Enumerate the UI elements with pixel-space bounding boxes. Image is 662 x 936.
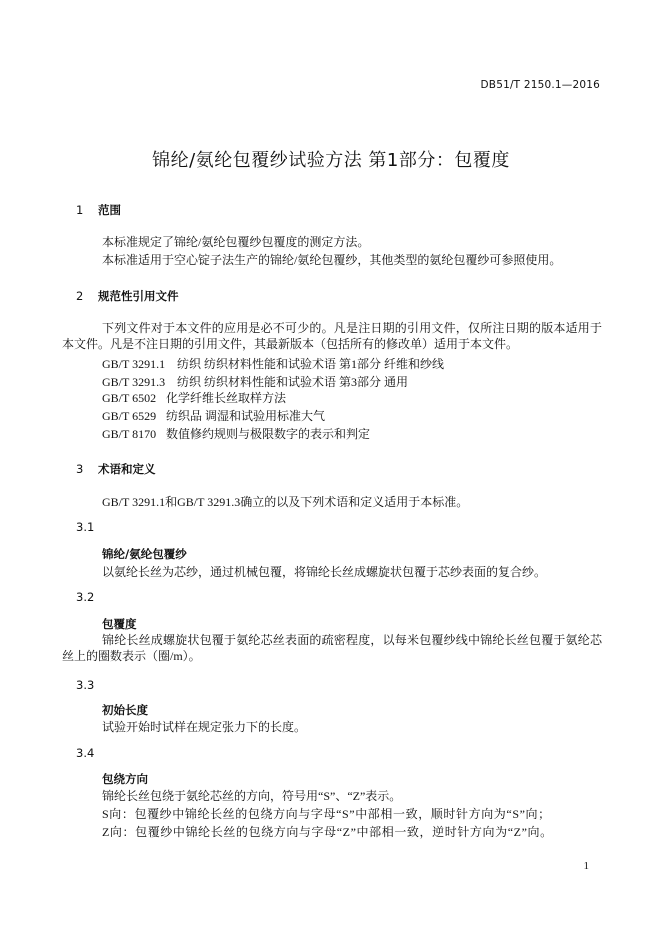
reference-code: GB/T 6529 xyxy=(102,409,157,423)
reference-title: 纺织品 调湿和试验用标准大气 xyxy=(166,409,326,423)
standard-code: DB51/T 2150.1—2016 xyxy=(480,79,600,91)
reference-title: 数值修约规则与极限数字的表示和判定 xyxy=(166,427,371,441)
reference-title: 化学纤维长丝取样方法 xyxy=(166,391,287,405)
scope-paragraph-1: 本标准规定了锦纶/氨纶包覆纱包覆度的测定方法。 xyxy=(102,235,370,249)
term-number: 3.4 xyxy=(76,746,95,760)
term-definition: 试验开始时试样在规定张力下的长度。 xyxy=(102,720,307,734)
terms-intro: GB/T 3291.1和GB/T 3291.3确立的以及下列术语和定义适用于本标准。 xyxy=(102,495,469,509)
term-title: 锦纶/氨纶包覆纱 xyxy=(102,547,187,561)
reference-code: GB/T 3291.3 xyxy=(102,375,166,389)
normative-references-intro: 下列文件对于本文件的应用是必不可少的。凡是注日期的引用文件，仅所注日期的版本适用于本文件。凡是不注日期的引用文件，其最新版本（包括所有的修改单）适用于本文件。 xyxy=(62,321,602,351)
section-number: 2 xyxy=(76,289,84,303)
term-title: 包覆度 xyxy=(102,617,137,631)
page-number: 1 xyxy=(583,860,589,872)
scope-paragraph-2: 本标准适用于空心锭子法生产的锦纶/氨纶包覆纱，其他类型的氨纶包覆纱可参照使用。 xyxy=(102,253,562,267)
term-definition: 锦纶长丝成螺旋状包覆于氨纶芯丝表面的疏密程度，以每米包覆纱线中锦纶长丝包覆于氨纶芯丝上的圈数表示（圈/m）。 xyxy=(62,633,602,663)
reference-item xyxy=(102,374,408,390)
term-definition: 锦纶长丝包绕于氨纶芯丝的方向，符号用“S”、“Z”表示。 xyxy=(102,789,402,803)
term-title: 包绕方向 xyxy=(102,772,148,786)
section-3-heading xyxy=(76,461,156,477)
section-1-heading xyxy=(76,202,121,218)
term-definition-s-direction: S向：包覆纱中锦纶长丝的包绕方向与字母“S”中部相一致，顺时针方向为“S”向； xyxy=(102,807,551,821)
reference-title: 纺织 纺织材料性能和试验术语 第3部分 通用 xyxy=(177,375,409,389)
section-title: 范围 xyxy=(98,203,121,217)
term-title: 初始长度 xyxy=(102,703,148,717)
section-title: 术语和定义 xyxy=(98,462,156,476)
reference-item xyxy=(102,426,370,442)
term-definition-z-direction: Z向：包覆纱中锦纶长丝的包绕方向与字母“Z”中部相一致，逆时针方向为“Z”向。 xyxy=(102,825,553,839)
reference-code: GB/T 6502 xyxy=(102,391,157,405)
section-2-heading xyxy=(76,288,179,304)
reference-item xyxy=(102,390,286,406)
reference-title: 纺织 纺织材料性能和试验术语 第1部分 纤维和纱线 xyxy=(177,357,445,371)
document-title: 锦纶/氨纶包覆纱试验方法 第1部分：包覆度 xyxy=(152,150,510,171)
term-number: 3.2 xyxy=(76,590,95,604)
section-number: 1 xyxy=(76,203,84,217)
reference-item xyxy=(102,408,325,424)
term-definition: 以氨纶长丝为芯纱，通过机械包覆，将锦纶长丝成螺旋状包覆于芯纱表面的复合纱。 xyxy=(102,565,547,579)
reference-code: GB/T 3291.1 xyxy=(102,357,166,371)
reference-item xyxy=(102,356,444,372)
term-number: 3.1 xyxy=(76,520,95,534)
reference-code: GB/T 8170 xyxy=(102,427,157,441)
term-number: 3.3 xyxy=(76,678,95,692)
section-number: 3 xyxy=(76,462,84,476)
section-title: 规范性引用文件 xyxy=(98,289,179,303)
